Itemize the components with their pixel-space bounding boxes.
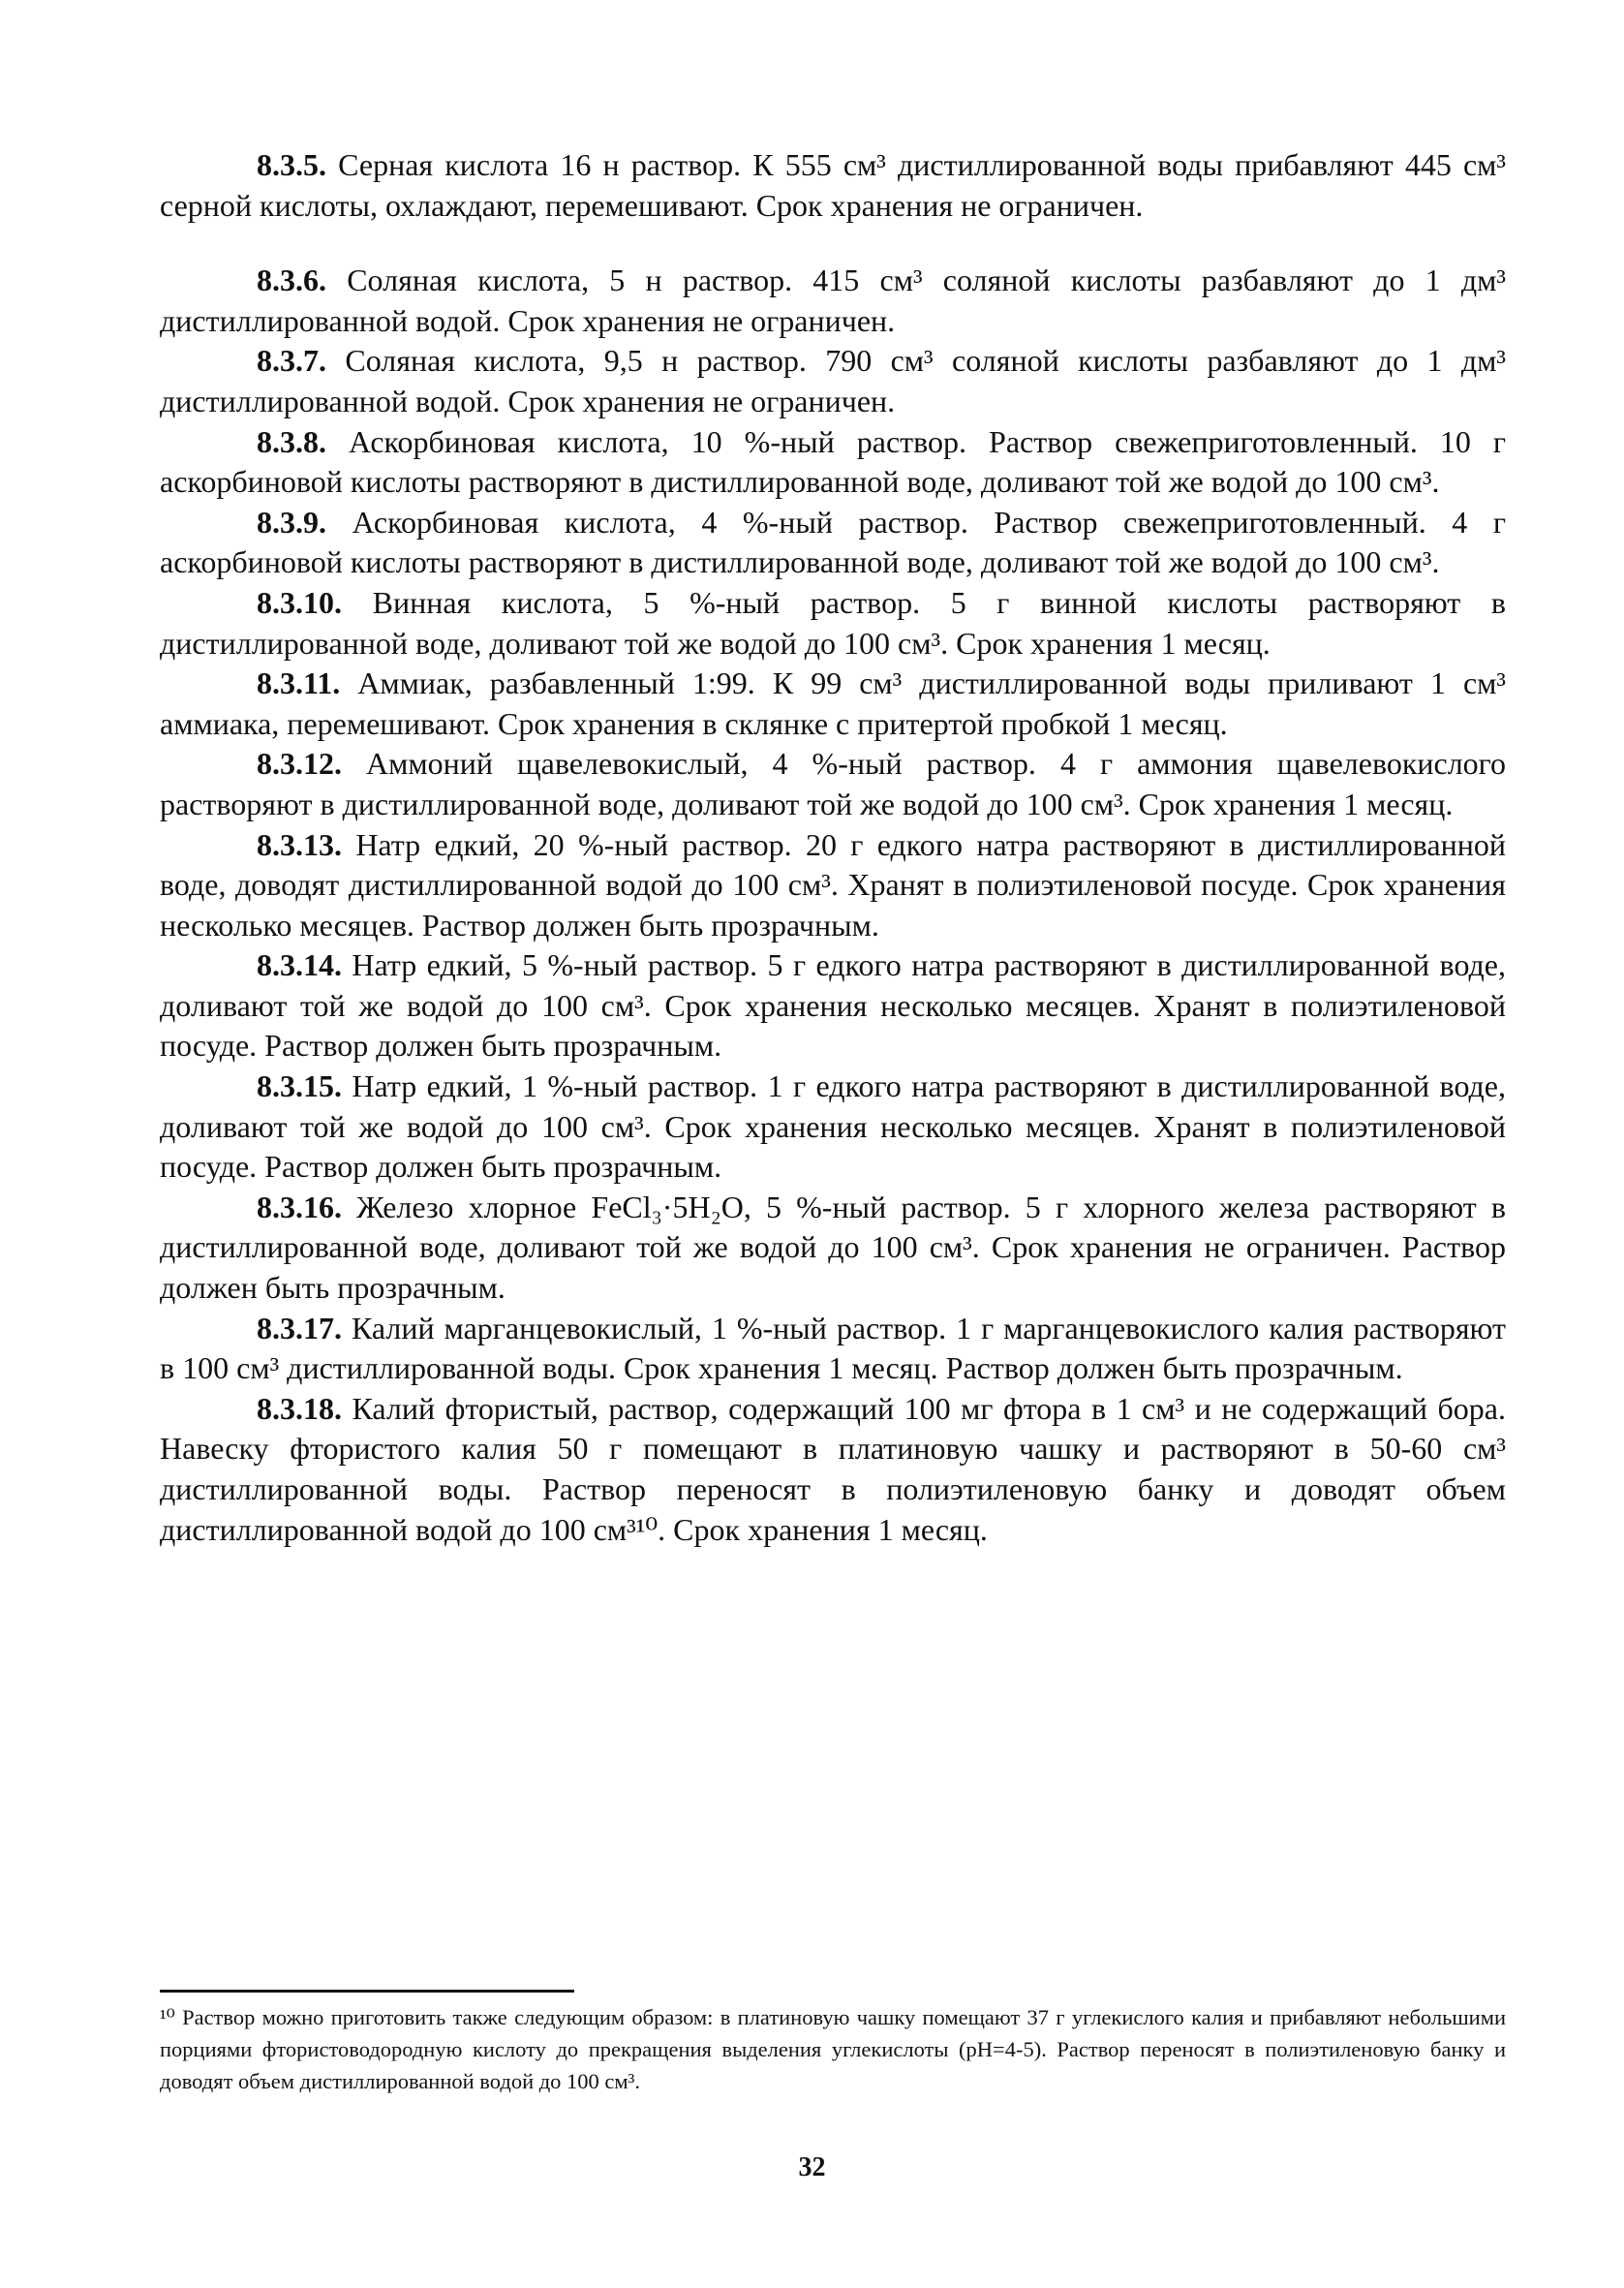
page-number: 32 (798, 2152, 826, 2182)
section-number: 8.3.18. (257, 1390, 342, 1426)
section-number: 8.3.17. (257, 1310, 342, 1345)
section-number: 8.3.15. (257, 1068, 342, 1104)
paragraph-text: Аммоний щавелевокислый, 4 %-ный раствор. 4 г аммония щавелевокислого растворяют в дистиллированной воде, доливают той же водой до 100 см³. Срок хранения 1 месяц. (160, 746, 1506, 821)
paragraph-8-3-17 (160, 1309, 1506, 1389)
paragraph-text: Аммиак, разбавленный 1:99. К 99 см³ дистиллированной воды приливают 1 см³ аммиака, перемешивают. Срок хранения в склянке с притертой пробкой 1 месяц. (160, 665, 1506, 741)
footnote: ¹⁰ Раствор можно приготовить также следующим образом: в платиновую чашку помещают 37 г углекислого калия и прибавляют небольшими порциями фтористоводородную кислоту до прекращения выделения углекислоты (pH=4-5). Раствор переносят в полиэтиленовую банку и доводят объем дистиллированной водой до 100 см³. (160, 2005, 1506, 2093)
paragraph-8-3-15 (160, 1067, 1506, 1188)
document-body (160, 145, 1506, 1966)
paragraph-text: Серная кислота 16 н раствор. К 555 см³ дистиллированной воды прибавляют 445 см³ серной кислоты, охлаждают, перемешивают. Срок хранения не ограничен. (160, 147, 1506, 223)
paragraph-text: Соляная кислота, 9,5 н раствор. 790 см³ соляной кислоты разбавляют до 1 дм³ дистиллированной водой. Срок хранения не ограничен. (160, 343, 1506, 418)
section-number: 8.3.16. (257, 1189, 342, 1224)
paragraph-text: Железо хлорное FeCl₃·5H₂O, 5 %-ный раствор. 5 г хлорного железа растворяют в дистиллированной воде, доливают той же водой до 100 см³. Срок хранения не ограничен. Раствор должен быть прозрачным. (160, 1189, 1506, 1306)
paragraph-8-3-5 (160, 145, 1506, 226)
section-number: 8.3.11. (257, 665, 341, 701)
paragraph-8-3-11 (160, 664, 1506, 744)
paragraph-text: Натр едкий, 1 %-ный раствор. 1 г едкого натра растворяют в дистиллированной воде, доливают той же водой до 100 см³. Срок хранения несколько месяцев. Хранят в полиэтиленовой посуде. Раствор должен быть прозрачным. (160, 1068, 1506, 1185)
section-number: 8.3.5. (257, 147, 326, 182)
paragraph-8-3-6 (160, 261, 1506, 341)
paragraph-8-3-18 (160, 1389, 1506, 1550)
section-number: 8.3.14. (257, 947, 342, 983)
paragraph-8-3-12 (160, 744, 1506, 824)
section-number: 8.3.10. (257, 584, 342, 620)
paragraph-text: Натр едкий, 5 %-ный раствор. 5 г едкого натра растворяют в дистиллированной воде, доливают той же водой до 100 см³. Срок хранения несколько месяцев. Хранят в полиэтиленовой посуде. Раствор должен быть прозрачным. (160, 947, 1506, 1064)
paragraph-text: Калий фтористый, раствор, содержащий 100 мг фтора в 1 см³ и не содержащий бора. Навеску фтористого калия 50 г помещают в платиновую чашку и растворяют в 50-60 см³ дистиллированной воды. Раствор переносят в полиэтиленовую банку и доводят объем дистиллированной водой до 100 см³¹⁰. Срок хранения 1 месяц. (160, 1390, 1506, 1547)
section-number: 8.3.8. (257, 423, 326, 459)
section-number: 8.3.7. (257, 343, 326, 379)
paragraph-8-3-13 (160, 825, 1506, 946)
paragraph-text: Винная кислота, 5 %-ный раствор. 5 г винной кислоты растворяют в дистиллированной воде, доливают той же водой до 100 см³. Срок хранения 1 месяц. (160, 584, 1506, 661)
paragraph-text: Соляная кислота, 5 н раствор. 415 см³ соляной кислоты разбавляют до 1 дм³ дистиллированной водой. Срок хранения не ограничен. (160, 263, 1506, 338)
paragraph-text: Калий марганцевокислый, 1 %-ный раствор. 1 г марганцевокислого калия растворяют в 100 см³ дистиллированной воды. Срок хранения 1 месяц. Раствор должен быть прозрачным. (160, 1310, 1506, 1386)
section-number: 8.3.9. (257, 504, 326, 540)
paragraph-8-3-10 (160, 583, 1506, 664)
section-number: 8.3.6. (257, 263, 326, 298)
paragraph-8-3-14 (160, 945, 1506, 1067)
paragraph-text: Аскорбиновая кислота, 4 %-ный раствор. Раствор свежеприготовленный. 4 г аскорбиновой кислоты растворяют в дистиллированной воде, доливают той же водой до 100 см³. (160, 504, 1506, 580)
paragraph-8-3-7 (160, 341, 1506, 421)
paragraph-8-3-9 (160, 503, 1506, 583)
paragraph-8-3-8 (160, 422, 1506, 503)
section-number: 8.3.13. (257, 826, 342, 862)
paragraph-text: Аскорбиновая кислота, 10 %-ный раствор. Раствор свежеприготовленный. 10 г аскорбиновой кислоты растворяют в дистиллированной воде, доливают той же водой до 100 см³. (160, 423, 1506, 500)
paragraph-text: Натр едкий, 20 %-ный раствор. 20 г едкого натра растворяют в дистиллированной воде, доводят дистиллированной водой до 100 см³. Хранят в полиэтиленовой посуде. Срок хранения несколько месяцев. Раствор должен быть прозрачным. (160, 826, 1506, 943)
paragraph-8-3-16 (160, 1188, 1506, 1309)
footnote-separator (160, 1990, 574, 1993)
section-number: 8.3.12. (257, 746, 342, 782)
